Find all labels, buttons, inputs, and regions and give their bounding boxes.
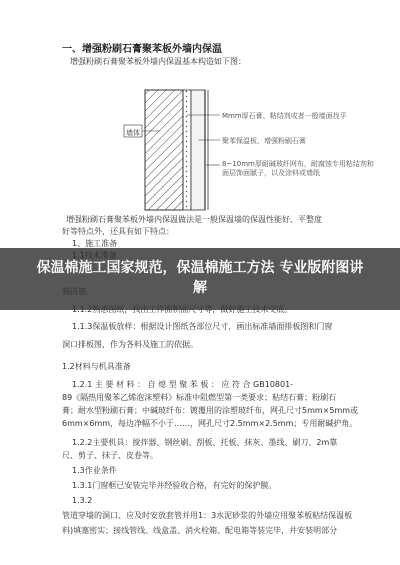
- diagram-label-layer3a: 8~10mm厚耐碱玻纤网布，耐腐蚀专用粘结剂和: [222, 160, 374, 168]
- paragraph-j: 管道穿墙的洞口、应及时安放套管并用1：3水泥砂浆的外墙应用聚苯板粘结保温板: [62, 511, 353, 520]
- diagram-label-layer2: 聚苯保温板、增强粉刷石膏: [222, 137, 306, 145]
- item-1: 1、施工准备: [72, 239, 118, 248]
- paragraph-f1: 1.2.2主要机具：搅拌器、钢丝刷、刮板、托板、抹灰、墨线、刷刀、2m靠: [72, 438, 338, 447]
- diagram-label-wall: 墙体: [126, 129, 140, 137]
- wall-hatch: [145, 90, 183, 210]
- paragraph-e1: 1.2.1 主 要 材 料 ： 自 熄 型 聚 苯 板 ： 应 符 合 GB10801-: [72, 380, 294, 389]
- paragraph-e3: 膏；耐水型粉刷石膏；中碱玻纤布：镀覆用的涂塑玻纤布，网孔尺寸5mm×5mm或: [62, 406, 359, 415]
- intro-text: 增强粉刷石膏聚苯板外墙内保温基本构造如下图：: [70, 57, 246, 66]
- paragraph-1b: 好等特点外，还具有如下特点：: [62, 227, 174, 236]
- paragraph-f2: 尺、剪子、抹子、皮卷等。: [62, 451, 158, 460]
- paragraph-c: 1.1.3保温板放样：根据设计图纸各部位尺寸，画出标准墙面排板图和门窗: [72, 322, 333, 331]
- paragraph-d: 洞口排板图，作为各料及施工的依据。: [62, 340, 198, 349]
- construction-diagram: [120, 85, 340, 215]
- banner-title-line2: 解: [193, 280, 207, 296]
- item-3: 1.2材料与机具准备: [62, 362, 131, 371]
- paragraph-e4: 6mm×6mm，每边净幅不小于……，网孔尺寸2.5mm×2.5mm；专用耐碱护角。: [62, 419, 358, 428]
- section-title: 一、增强粉刷石膏聚苯板外墙内保温: [62, 44, 222, 55]
- paragraph-k: 料)填塞密实；接线管线、线盒盖、消火栓箱、配电箱等装完毕，并安装明部分: [62, 526, 338, 535]
- banner-title-line1: 保温棉施工国家规范，保温棉施工方法 专业版附图讲: [36, 260, 364, 276]
- paragraph-g: 1.3作业条件: [72, 466, 117, 475]
- paragraph-1a: 增强粉刷石膏聚苯板外墙内保温做法是一般保温墙的保温性能好、平整度: [66, 215, 322, 224]
- paragraph-i: 1.3.2: [72, 496, 93, 505]
- title-banner: [0, 248, 400, 310]
- paragraph-e2: 89《隔热用聚苯乙烯泡沫塑料》标准中阻燃型第一类要求；粘结石膏；粉刷石: [62, 393, 337, 402]
- diagram-label-layer3b: 面层饰面腻子，以及涂料或墙纸: [222, 169, 320, 177]
- paragraph-h: 1.3.1门窗框已安装完毕并经验收合格，有完好的保护膜。: [72, 481, 277, 490]
- diagram-label-layer1: Mmm厚石膏、粘结剂或者一般墙面找平: [222, 112, 347, 120]
- paragraph-a: 制措施。: [62, 287, 94, 296]
- paragraph-b: 1.1.2熟悉图纸，找出工作面积面尺寸等，做好施工技术交底。: [72, 305, 293, 314]
